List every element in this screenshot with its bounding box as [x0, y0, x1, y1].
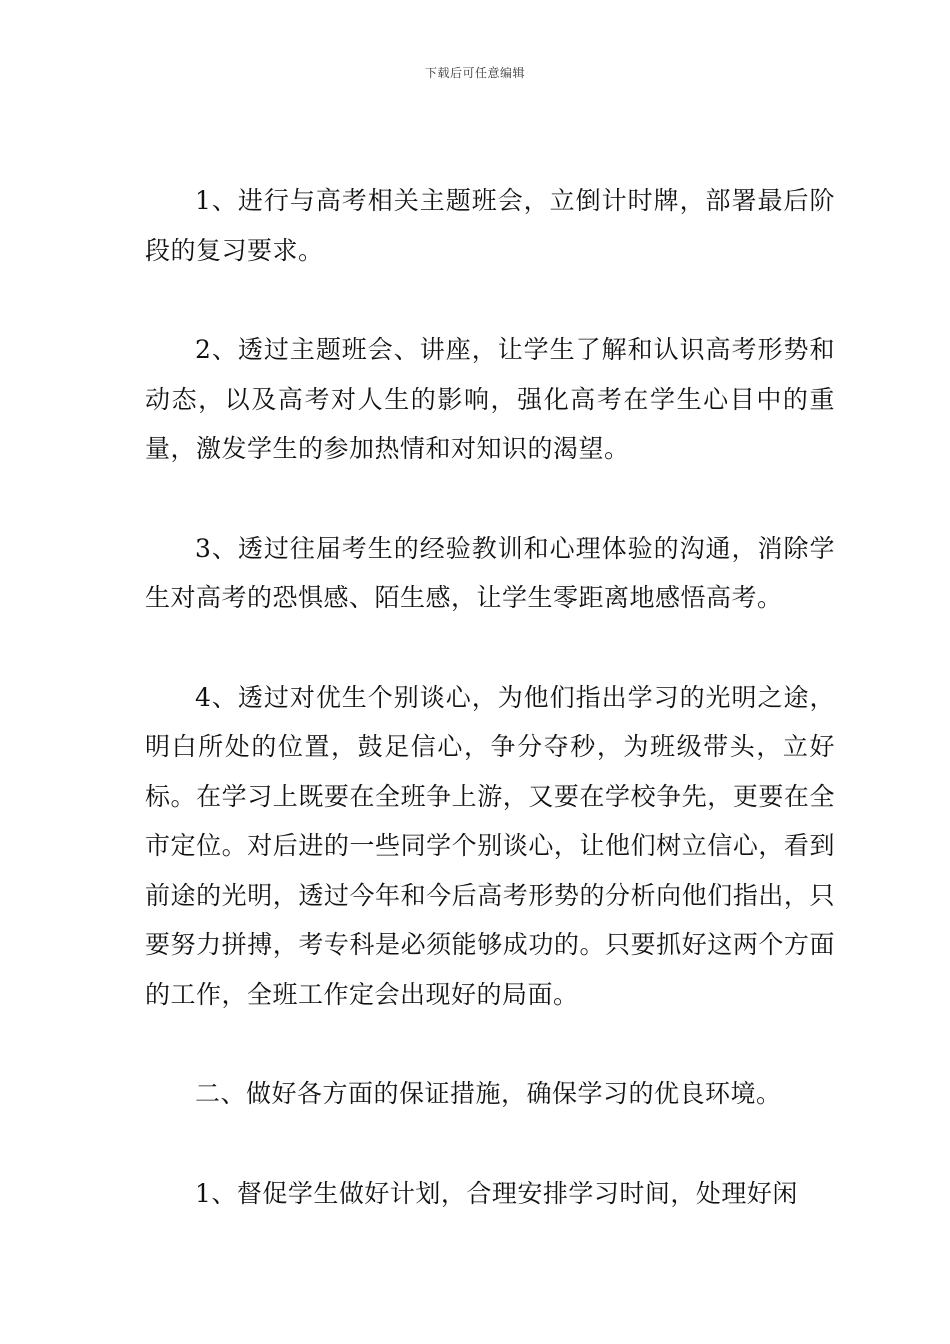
header-note: 下载后可任意编辑: [424, 66, 525, 80]
document-body: [145, 176, 835, 1218]
section-heading: 二、做好各方面的保证措施，确保学习的优良环境。: [195, 1079, 782, 1108]
paragraph-item-2: 2、透过主题班会、讲座，让学生了解和认识高考形势和动态，以及高考对人生的影响，强化高考在学生心目中的重量，激发学生的参加热情和对知识的渴望。: [145, 335, 835, 463]
paragraph-item-5: 1、督促学生做好计划，合理安排学习时间，处理好闲: [195, 1178, 798, 1208]
paragraph-item-3: 3、透过往届考生的经验教训和心理体验的沟通，消除学生对高考的恐惧感、陌生感，让学生零距离地感悟高考。: [145, 533, 835, 612]
paragraph-item-4: 4、透过对优生个别谈心，为他们指出学习的光明之途，明白所处的位置，鼓足信心，争分夺秒，为班级带头，立好标。在学习上既要在全班争上游，又要在学校争先，更要在全市定位。对后进的一些同学个别谈心，让他们树立信心，看到前途的光明，透过今年和今后高考形势的分析向他们指出，只要努力拼搏，考专科是必须能够成功的。只要抓好这两个方面的工作，全班工作定会出现好的局面。: [145, 682, 835, 1009]
paragraph-item-1: 1、进行与高考相关主题班会，立倒计时牌，部署最后阶段的复习要求。: [145, 186, 835, 265]
